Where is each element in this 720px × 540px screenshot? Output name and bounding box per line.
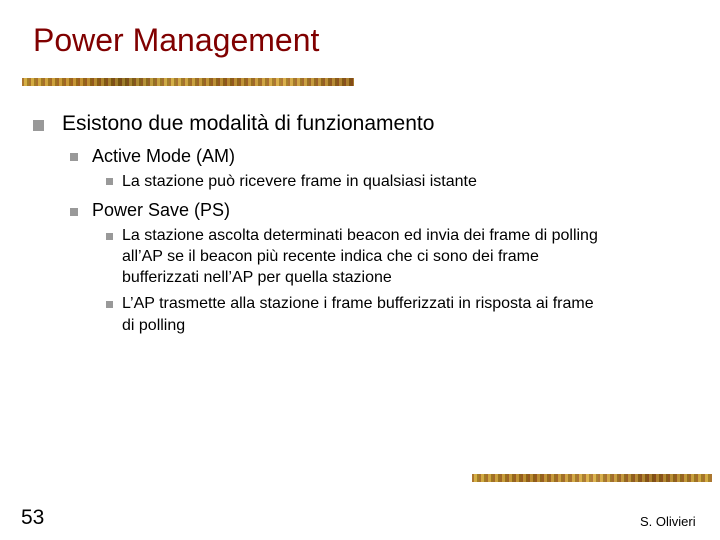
- footer-rule: [472, 474, 712, 482]
- active-mode-point: La stazione può ricevere frame in qualsiasi istante: [122, 173, 477, 190]
- bullet-square-icon: [106, 233, 113, 240]
- author-label: S. Olivieri: [640, 514, 696, 529]
- active-mode-heading: Active Mode (AM): [92, 146, 236, 166]
- power-save-point-2-line-1: L’AP trasmette alla stazione i frame bufferizzati in risposta ai frame: [122, 295, 594, 312]
- bullet-level1-text: Esistono due modalità di funzionamento: [62, 112, 435, 135]
- power-save-point-1-line-1: La stazione ascolta determinati beacon ed invia dei frame di polling: [122, 227, 598, 244]
- slide-title: Power Management: [33, 22, 320, 58]
- bullet-square-icon: [106, 178, 113, 185]
- power-save-point-1-line-3: bufferizzati nell’AP per quella stazione: [122, 269, 392, 286]
- bullet-square-icon: [70, 208, 78, 216]
- power-save-heading: Power Save (PS): [92, 200, 231, 220]
- power-save-point-2-line-2: di polling: [122, 317, 186, 334]
- bullet-square-icon: [106, 301, 113, 308]
- bullet-square-icon: [70, 153, 78, 161]
- page-number: 53: [21, 506, 45, 529]
- power-save-point-1-line-2: all’AP se il beacon più recente indica che ci sono dei frame: [122, 248, 539, 265]
- title-underline: [22, 78, 354, 86]
- bullet-square-icon: [33, 120, 44, 131]
